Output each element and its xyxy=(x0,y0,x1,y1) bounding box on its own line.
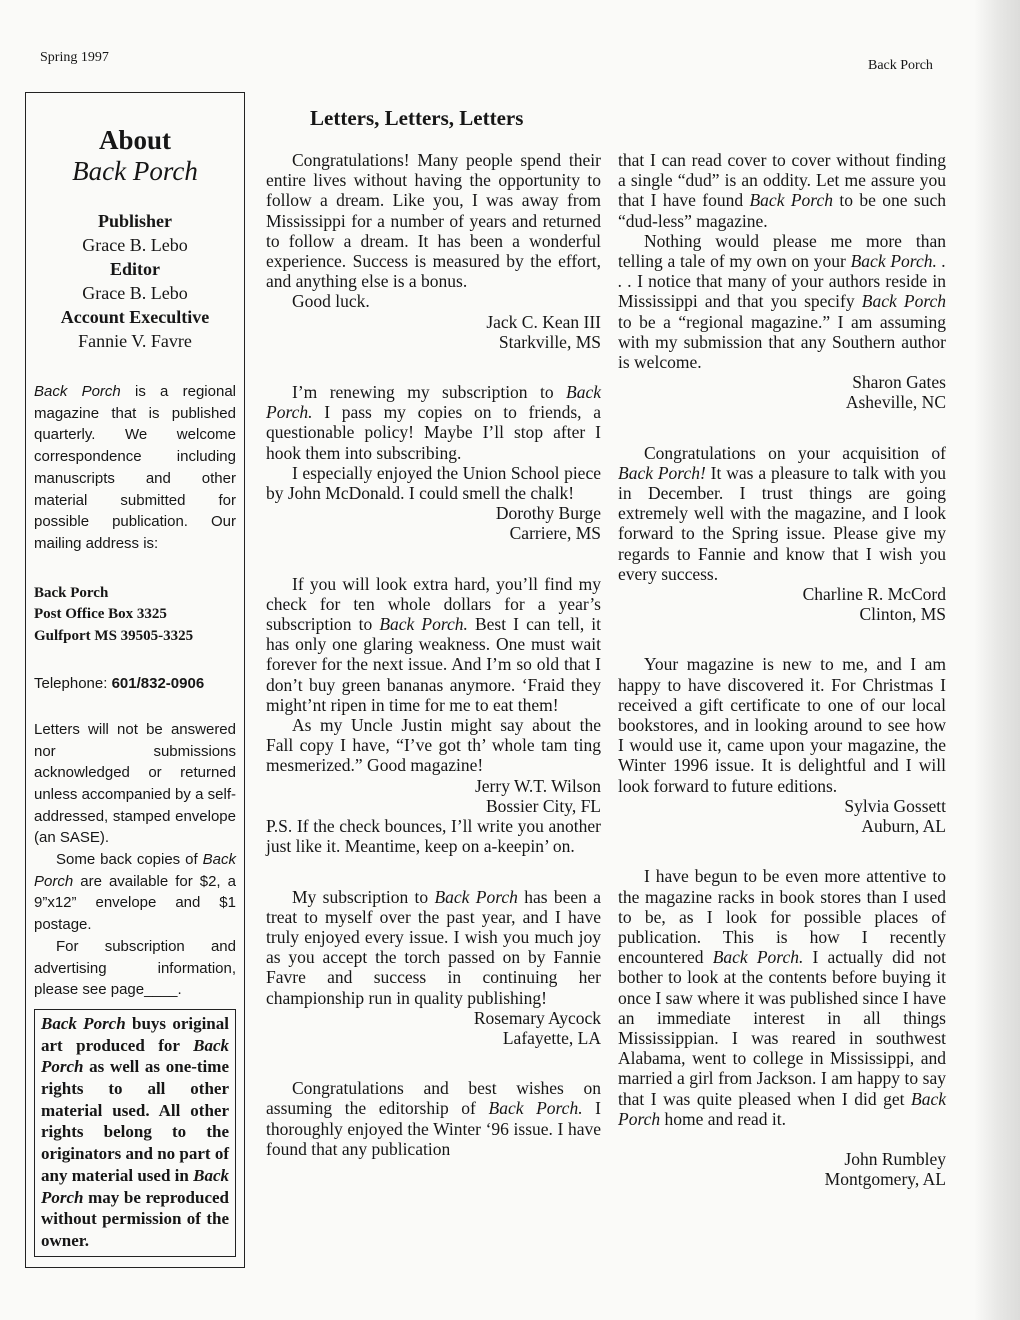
rights-text: buys original art produced for xyxy=(41,1013,229,1055)
about-title: About xyxy=(98,125,172,155)
letter-place: Lafayette, LA xyxy=(502,1027,601,1048)
rights-notice xyxy=(34,1009,236,1257)
letter-text: Nothing would please me more than telling a tale of my own on your xyxy=(618,230,946,272)
address-line: Gulfport MS 39505-3325 xyxy=(34,627,194,644)
magazine-name-italic: Back Porch. xyxy=(379,614,468,635)
subscription-note: For subscription and advertising information, please see page____. xyxy=(34,937,236,999)
letter-text: I’m renewing my subscription to xyxy=(292,382,567,403)
spacer xyxy=(266,857,601,887)
letter-body: Good luck. xyxy=(292,291,370,312)
letter-body xyxy=(266,887,601,1008)
magazine-name-italic: Back Porch. xyxy=(266,382,601,423)
back-copies-note xyxy=(34,849,236,936)
letters-column-middle xyxy=(266,150,601,1159)
telephone xyxy=(34,673,236,695)
address-line: Post Office Box 3325 xyxy=(34,606,167,623)
letter-signature: Sylvia Gossett xyxy=(844,795,946,816)
magazine-name-italic: Back Porch xyxy=(41,1013,126,1033)
staff-person: Fannie V. Favre xyxy=(78,331,192,351)
address-line: Back Porch xyxy=(34,584,109,601)
page-edge-shadow xyxy=(974,0,1020,1320)
letter-text: Best I can tell, it has only one glaring weakness. One must wait forever for the next issue. And I’m so old that I don’t buy green bananas anymore. ‘Fraid they might’nt ripen in time for me to eat them! xyxy=(266,614,602,715)
letter-text: I have begun to be even more attentive to the magazine racks in book stores than I used to be, as I look for possible places of publication. This is how I recently encountered xyxy=(618,866,946,968)
spacer xyxy=(618,624,946,654)
telephone-number: 601/832-0906 xyxy=(111,675,205,693)
letter-body: As my Uncle Justin might say about the Fall copy I have, “I’ve got th’ whole tam ting mesmerized.” Good magazine! xyxy=(266,715,601,776)
masthead-staff xyxy=(34,209,236,353)
letter-text: home and read it. xyxy=(660,1108,786,1129)
letter-signature: Jack C. Kean III xyxy=(486,311,601,332)
spacer xyxy=(618,1129,946,1149)
telephone-label: Telephone: xyxy=(34,675,112,693)
letter-body xyxy=(266,382,601,463)
letter-text: to be one such “dud-less” magazine. xyxy=(618,190,946,231)
magazine-name-italic: Back Porch xyxy=(34,851,236,890)
letters-heading: Letters, Letters, Letters xyxy=(310,106,524,130)
magazine-name-italic: Back Porch xyxy=(34,383,121,400)
letter-signature: Rosemary Aycock xyxy=(473,1007,601,1028)
letter-text: It was a pleasure to talk with you in December. I trust things are going extremely well with the magazine, and I look forward to the Spring issue. Please give my regards to Fannie and know that I wish you every success. xyxy=(618,462,946,584)
magazine-description xyxy=(34,381,236,555)
letter-text: I pass my copies on to friends, a questionable policy! Maybe I’ll stop after I hook them into subscribing. xyxy=(266,402,601,463)
magazine-name-italic: Back Porch. . . . xyxy=(618,251,947,292)
spacer xyxy=(266,352,601,382)
letter-text: I thoroughly enjoyed the Winter ‘96 issue. I have found that any publication xyxy=(266,1098,602,1159)
letter-text: If you will look extra hard, you’ll find my check for ten whole dollars for a year’s subscription to xyxy=(266,573,601,635)
about-sidebar-content xyxy=(34,101,236,1257)
running-head: Back Porch xyxy=(868,58,933,73)
letter-body xyxy=(618,443,946,584)
rights-text: as well as one-time rights to all other material used. All other rights belong to the originators and no part of any material used in xyxy=(41,1057,229,1185)
letter-place: Montgomery, AL xyxy=(824,1169,946,1190)
letter-signature: Charline R. McCord xyxy=(802,584,946,605)
letter-body xyxy=(618,866,946,1129)
letter-place: Carriere, MS xyxy=(509,523,601,544)
mailing-address xyxy=(34,583,236,648)
letter-body: Your magazine is new to me, and I am happy to have discovered it. For Christmas I received a gift certificate to one of our local bookstores, and in looking around to see how I would use it, came upon your magazine, the Winter 1996 issue. It is delightful and I will look forward to future editions. xyxy=(618,654,946,796)
letter-text: I notice that many of your authors reside in Mississippi and that you specify xyxy=(618,271,947,312)
rights-text: may be reproduced without permission of the owner. xyxy=(41,1187,229,1250)
letter-text: that I can read cover to cover without finding a single “dud” is an oddity. Let me assure you that I have found xyxy=(618,150,946,211)
staff-role: Editor xyxy=(109,259,160,279)
magazine-name-italic: Back Porch. xyxy=(712,947,804,968)
letter-body: Congratulations! Many people spend their entire lives without having the opportunity to follow a dream. Like you, I was away from Mississippi for a number of years and returned to follow a dream. It has been a wonderful experience. Success is measured by the effort, and anything else is a bonus. xyxy=(266,150,601,292)
letter-place: Clinton, MS xyxy=(859,604,946,625)
letter-text: My subscription to xyxy=(292,886,435,907)
letter-body xyxy=(266,574,601,715)
spacer xyxy=(618,413,946,443)
staff-person: Grace B. Lebo xyxy=(82,283,188,303)
back-copies-post: are available for $2, a 9”x12” envelope and $1 postage. xyxy=(34,872,236,934)
letter-signature: John Rumbley xyxy=(844,1148,946,1169)
letter-body: I especially enjoyed the Union School piece by John McDonald. I could smell the chalk! xyxy=(266,462,601,504)
magazine-name-italic: Back Porch xyxy=(41,1165,229,1207)
spacer xyxy=(266,544,601,574)
magazine-name-italic: Back Porch xyxy=(434,886,518,907)
letter-body xyxy=(618,231,946,372)
magazine-name-italic: Back Porch xyxy=(861,291,947,312)
letter-text: has been a treat to myself over the past year, and I have truly enjoyed every issue. I wish you much joy as you accept the torch passed on by Fannie Favre and success in continuing her championship run in quality publishing! xyxy=(266,886,601,1008)
letter-signature: Sharon Gates xyxy=(852,372,946,393)
staff-role: Publisher xyxy=(97,211,172,231)
issue-date: Spring 1997 xyxy=(40,50,109,65)
letters-column-right xyxy=(618,150,946,1189)
spacer xyxy=(618,836,946,866)
letter-postscript: P.S. If the check bounces, I’ll write you another just like it. Meantime, keep on a-keepin’ on. xyxy=(266,816,601,857)
letter-place: Auburn, AL xyxy=(861,816,946,837)
spacer xyxy=(266,1048,601,1078)
letter-body xyxy=(266,1078,601,1159)
letter-place: Starkville, MS xyxy=(498,331,601,352)
staff-person: Grace B. Lebo xyxy=(82,235,188,255)
magazine-name-italic: Back Porch xyxy=(41,1035,229,1077)
description-text: is a regional magazine that is published quarterly. We welcome correspondence including manuscripts and other material submitted for possible publication. Our mailing address is: xyxy=(34,383,236,552)
letters-policy: Letters will not be answered nor submissions acknowledged or returned unless accompanied by a self-addressed, stamped envelope (an SASE). xyxy=(34,720,236,847)
staff-role: Account Execultive xyxy=(60,307,210,327)
letter-text: to be a “regional magazine.” I am assuming with my submission that any Southern author is welcome. xyxy=(618,311,946,373)
magazine-name-italic: Back Porch! xyxy=(618,462,706,483)
letter-place: Asheville, NC xyxy=(845,392,946,413)
magazine-name-italic: Back Porch. xyxy=(488,1098,583,1119)
letter-signature: Jerry W.T. Wilson xyxy=(474,775,601,796)
magazine-name-italic: Back Porch xyxy=(749,190,833,211)
about-magazine-name: Back Porch xyxy=(72,156,198,186)
magazine-name-italic: Back Porch xyxy=(618,1088,946,1129)
letter-signature: Dorothy Burge xyxy=(495,503,601,524)
letter-text: I actually did not bother to look at the contents before buying it once I saw where it was published since I have an immediate interest in all things Mississippian. I was reared in southwest Alabama, went to college in Mississippi, and married a girl from Jackson. I am happy to say that I was quite pleased when I did get xyxy=(618,947,947,1109)
letter-body xyxy=(618,150,946,231)
back-copies-pre: Some back copies of xyxy=(56,851,203,869)
letter-text: Congratulations on your acquisition of xyxy=(644,442,946,463)
letter-text: Congratulations and best wishes on assuming the editorship of xyxy=(266,1078,601,1119)
about-sidebar xyxy=(25,92,245,1268)
letter-place: Bossier City, FL xyxy=(485,795,601,816)
